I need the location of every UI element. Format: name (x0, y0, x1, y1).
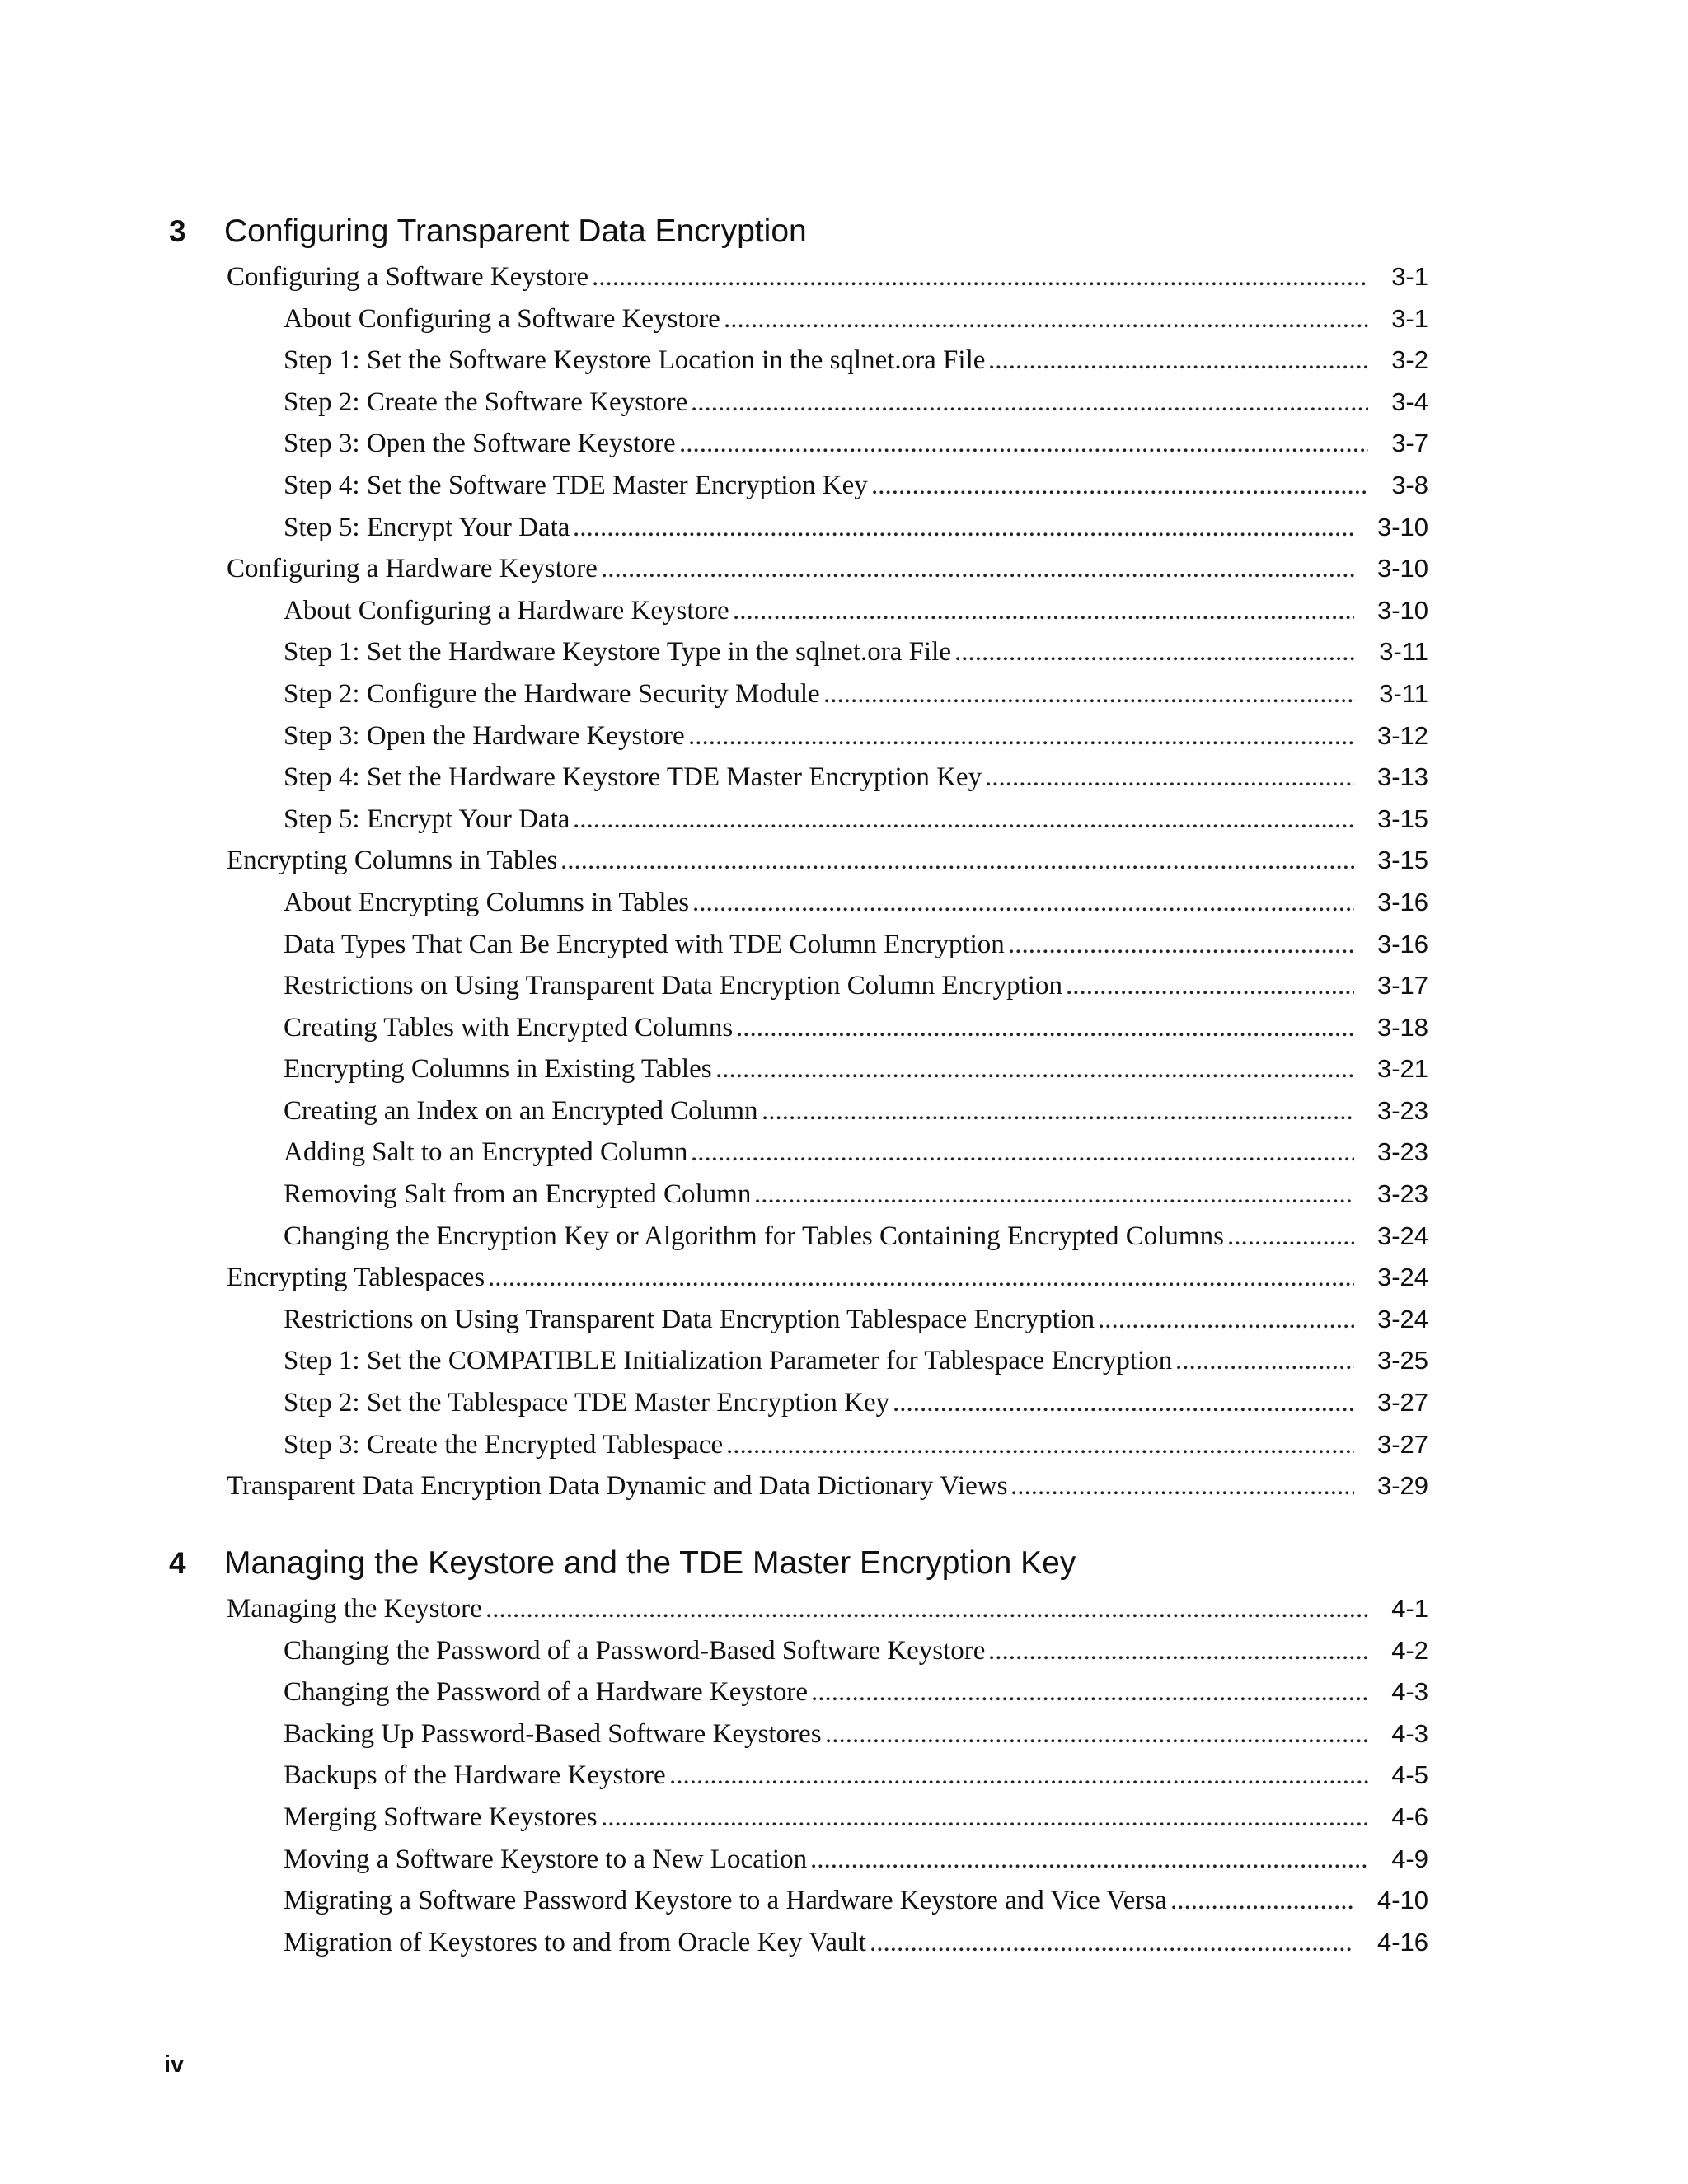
toc-entry-title: Restrictions on Using Transparent Data Encryption Tablespace Encryption (284, 1304, 1095, 1334)
toc-entry-page: 3-27 (1376, 1429, 1428, 1459)
toc-entry-page: 3-17 (1376, 971, 1428, 1001)
toc-entry-title: About Configuring a Hardware Keystore (284, 595, 729, 626)
toc-entry[interactable] (0, 1630, 1688, 1672)
toc-entry-title: Step 1: Set the Hardware Keystore Type in the sqlnet.ora File (284, 637, 951, 668)
dot-leader (988, 1630, 1368, 1672)
dot-leader (679, 423, 1368, 465)
dot-leader (733, 590, 1354, 632)
toc-entry[interactable] (0, 1424, 1688, 1466)
toc-entry-page: 3-18 (1376, 1012, 1428, 1042)
dot-leader (488, 1257, 1354, 1299)
toc-entry-page: 3-23 (1376, 1095, 1428, 1125)
toc-entry[interactable] (0, 882, 1688, 924)
dot-leader (754, 1174, 1354, 1216)
toc-entry-title: Creating an Index on an Encrypted Column (284, 1095, 758, 1126)
toc-entry-title: Step 5: Encrypt Your Data (284, 804, 570, 834)
toc-entry-title: Merging Software Keystores (284, 1802, 598, 1832)
toc-entry-title: Step 3: Open the Software Keystore (284, 429, 676, 459)
toc-entry-page: 3-10 (1376, 512, 1428, 541)
toc-entry-page: 3-23 (1376, 1137, 1428, 1167)
toc-entry[interactable] (0, 1839, 1688, 1881)
toc-entry-page: 4-1 (1391, 1594, 1428, 1623)
toc-entry-title: Step 1: Set the COMPATIBLE Initialization Parameter for Tablespace Encryption (284, 1346, 1173, 1376)
dot-leader (485, 1588, 1368, 1630)
toc-entry-title: Step 3: Open the Hardware Keystore (284, 720, 685, 751)
dot-leader (573, 507, 1354, 549)
toc-entry[interactable] (0, 590, 1688, 632)
dot-leader (1008, 924, 1354, 966)
toc-entry-page: 3-12 (1376, 720, 1428, 750)
toc-entry[interactable] (0, 1257, 1688, 1299)
toc-entry[interactable] (0, 1922, 1688, 1964)
toc-entry-page: 4-3 (1391, 1677, 1428, 1707)
toc-entry[interactable] (0, 507, 1688, 549)
toc-entry[interactable] (0, 465, 1688, 507)
toc-entry-page: 3-4 (1391, 387, 1428, 416)
dot-leader (810, 1839, 1368, 1881)
dot-leader (669, 1755, 1368, 1797)
toc-entry[interactable] (0, 757, 1688, 799)
toc-entry[interactable] (0, 1880, 1688, 1922)
toc-entry-page: 4-16 (1376, 1927, 1428, 1957)
toc-entry[interactable] (0, 1713, 1688, 1755)
toc-entry-page: 4-5 (1391, 1760, 1428, 1790)
chapter-title: Configuring Transparent Data Encryption (224, 213, 807, 249)
toc-entry-page: 3-1 (1391, 303, 1428, 333)
dot-leader (1098, 1299, 1354, 1341)
dot-leader (724, 298, 1368, 340)
toc-entry[interactable] (0, 256, 1688, 298)
toc-entry-page: 3-7 (1391, 429, 1428, 458)
toc-entry-page: 3-13 (1376, 762, 1428, 792)
toc-entry-title: Data Types That Can Be Encrypted with TDE Column Encryption (284, 929, 1005, 959)
toc-entry-page: 4-10 (1376, 1886, 1428, 1915)
dot-leader (988, 340, 1368, 382)
toc-entry[interactable] (0, 1465, 1688, 1507)
dot-leader (736, 1007, 1354, 1049)
toc-entry-title: Step 5: Encrypt Your Data (284, 512, 570, 542)
dot-leader (560, 840, 1354, 882)
toc-entry-page: 3-11 (1379, 637, 1428, 667)
dot-leader (726, 1424, 1354, 1466)
toc-entry-title: Step 2: Create the Software Keystore (284, 387, 688, 417)
toc-entry-page: 3-15 (1376, 804, 1428, 833)
toc-entry-page: 4-3 (1391, 1718, 1428, 1748)
dot-leader (1175, 1340, 1354, 1382)
toc-entry[interactable] (0, 673, 1688, 715)
dot-leader (601, 1797, 1368, 1839)
dot-leader (871, 465, 1368, 507)
dot-leader (1170, 1880, 1354, 1922)
toc-entry[interactable] (0, 715, 1688, 757)
toc-entry-page: 3-29 (1376, 1471, 1428, 1501)
toc-entry[interactable] (0, 799, 1688, 841)
toc-entry-page: 3-1 (1391, 262, 1428, 291)
toc-entry-page: 3-16 (1376, 887, 1428, 916)
dot-leader (893, 1382, 1354, 1424)
toc-entry-title: Encrypting Columns in Tables (227, 846, 558, 876)
toc-entry[interactable] (0, 1174, 1688, 1216)
toc-entry-page: 4-6 (1391, 1802, 1428, 1831)
toc-entry-title: Step 4: Set the Software TDE Master Encryption Key (284, 470, 868, 500)
dot-leader (715, 1048, 1354, 1090)
toc-entry-page: 3-23 (1376, 1179, 1428, 1209)
chapter-number: 4 (169, 1546, 186, 1580)
toc-entry-title: Backing Up Password-Based Software Keystores (284, 1718, 822, 1749)
toc-entry[interactable] (0, 298, 1688, 340)
chapter-number: 3 (169, 214, 186, 248)
toc-entry-list (0, 256, 1688, 1507)
toc-entry[interactable] (0, 1132, 1688, 1174)
dot-leader (954, 631, 1356, 673)
toc-entry[interactable] (0, 1797, 1688, 1839)
dot-leader (1010, 1465, 1354, 1507)
toc-entry[interactable] (0, 1755, 1688, 1797)
dot-leader (692, 882, 1354, 924)
toc-entry[interactable] (0, 1216, 1688, 1258)
toc-entry-page: 3-10 (1376, 554, 1428, 583)
toc-entry-page: 4-9 (1391, 1844, 1428, 1873)
toc-entry[interactable] (0, 1299, 1688, 1341)
dot-leader (592, 256, 1368, 298)
toc-entry[interactable] (0, 840, 1688, 882)
dot-leader (1227, 1216, 1354, 1258)
dot-leader (688, 715, 1354, 757)
toc-entry-page: 3-24 (1376, 1221, 1428, 1250)
chapter-heading (0, 1539, 1688, 1588)
dot-leader (823, 673, 1356, 715)
toc-entry-title: Changing the Password of a Password-Based Software Keystore (284, 1635, 986, 1666)
toc-entry-title: Encrypting Columns in Existing Tables (284, 1054, 712, 1085)
toc-entry-title: Migrating a Software Password Keystore to a Hardware Keystore and Vice Versa (284, 1886, 1167, 1916)
dot-leader (762, 1090, 1354, 1132)
toc-entry-title: Step 2: Configure the Hardware Security Module (284, 678, 820, 709)
toc-entry[interactable] (0, 631, 1688, 673)
dot-leader (1066, 965, 1354, 1007)
dot-leader (691, 382, 1368, 424)
toc-entry-page: 3-8 (1391, 470, 1428, 499)
dot-leader (811, 1671, 1368, 1713)
toc-entry-title: Configuring a Hardware Keystore (227, 554, 598, 584)
toc-entry-page: 3-27 (1376, 1388, 1428, 1418)
toc-entry-title: Restrictions on Using Transparent Data Encryption Column Encryption (284, 971, 1062, 1001)
toc-entry[interactable] (0, 1588, 1688, 1630)
toc-entry[interactable] (0, 1007, 1688, 1049)
toc-entry-title: Step 1: Set the Software Keystore Location in the sqlnet.ora File (284, 345, 986, 376)
dot-leader (601, 548, 1354, 590)
toc-entry-title: About Configuring a Software Keystore (284, 303, 720, 334)
toc-entry[interactable] (0, 1671, 1688, 1713)
toc-entry[interactable] (0, 1090, 1688, 1132)
toc-entry-title: Creating Tables with Encrypted Columns (284, 1012, 734, 1043)
toc-entry-page: 3-21 (1376, 1054, 1428, 1084)
toc-entry[interactable] (0, 1048, 1688, 1090)
chapter-title: Managing the Keystore and the TDE Master Encryption Key (224, 1545, 1076, 1581)
toc-entry-title: Changing the Encryption Key or Algorithm for Tables Containing Encrypted Columns (284, 1221, 1224, 1251)
chapter-heading (0, 207, 1688, 256)
dot-leader (985, 757, 1354, 799)
toc-entry-page: 3-10 (1376, 595, 1428, 625)
dot-leader (573, 799, 1354, 841)
toc-entry-title: Step 2: Set the Tablespace TDE Master Encryption Key (284, 1388, 890, 1418)
toc-entry-title: Removing Salt from an Encrypted Column (284, 1179, 752, 1210)
toc-entry-title: Configuring a Software Keystore (227, 262, 588, 292)
toc-entry[interactable] (0, 382, 1688, 424)
toc-entry-title: Step 3: Create the Encrypted Tablespace (284, 1429, 724, 1460)
toc-entry-title: About Encrypting Columns in Tables (284, 887, 690, 917)
toc-entry-title: Changing the Password of a Hardware Keystore (284, 1677, 808, 1708)
toc-entry-title: Encrypting Tablespaces (227, 1263, 485, 1293)
toc-entry-page: 3-16 (1376, 929, 1428, 958)
toc-entry-page: 3-2 (1391, 345, 1428, 375)
toc-entry[interactable] (0, 1340, 1688, 1382)
toc-entry-page: 3-24 (1376, 1304, 1428, 1333)
toc-entry-title: Managing the Keystore (227, 1594, 482, 1624)
toc-entry-page: 3-11 (1379, 678, 1428, 708)
toc-entry[interactable] (0, 423, 1688, 465)
toc-entry[interactable] (0, 548, 1688, 590)
toc-entry[interactable] (0, 340, 1688, 382)
dot-leader (825, 1713, 1368, 1755)
page-number: iv (164, 2051, 185, 2078)
toc-entry-list (0, 1588, 1688, 1963)
toc-entry-title: Adding Salt to an Encrypted Column (284, 1137, 688, 1168)
toc-entry-page: 3-24 (1376, 1263, 1428, 1292)
toc-entry[interactable] (0, 1382, 1688, 1424)
toc-entry-page: 3-25 (1376, 1346, 1428, 1376)
toc-entry-title: Moving a Software Keystore to a New Location (284, 1844, 808, 1874)
toc-entry[interactable] (0, 924, 1688, 966)
toc-entry-page: 4-2 (1391, 1635, 1428, 1665)
dot-leader (691, 1132, 1354, 1174)
toc-entry-page: 3-15 (1376, 846, 1428, 875)
toc-entry-title: Step 4: Set the Hardware Keystore TDE Master Encryption Key (284, 762, 982, 793)
toc-entry-title: Transparent Data Encryption Data Dynamic and Data Dictionary Views (227, 1471, 1008, 1502)
toc-entry-title: Backups of the Hardware Keystore (284, 1760, 666, 1791)
toc-entry[interactable] (0, 965, 1688, 1007)
dot-leader (870, 1922, 1354, 1964)
toc-entry-title: Migration of Keystores to and from Oracle Key Vault (284, 1927, 866, 1957)
